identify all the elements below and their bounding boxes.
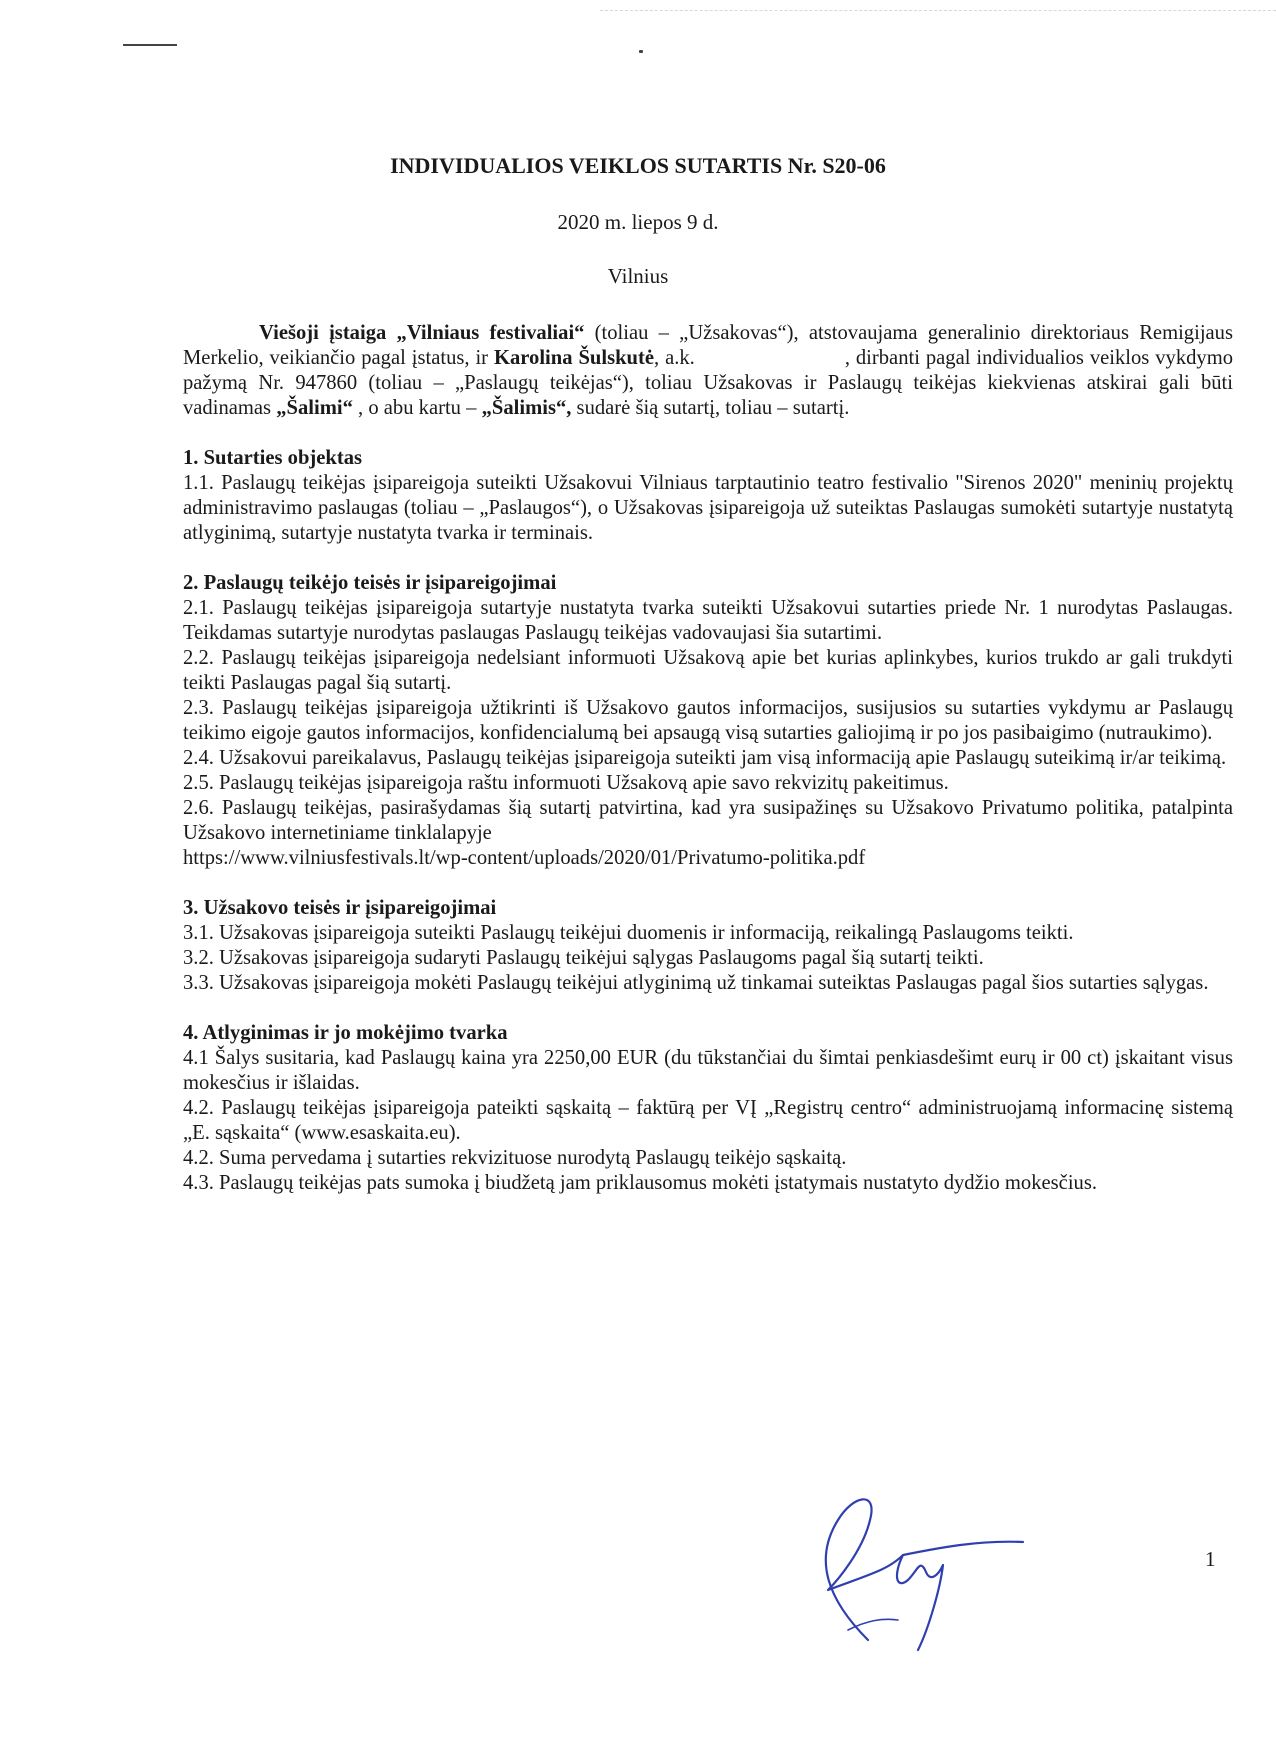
- scan-dot: [639, 50, 643, 53]
- clause-4-1: 4.1 Šalys susitaria, kad Paslaugų kaina yra 2250,00 EUR (du tūkstančiai du šimtai penkiasdešimt eurų ir 00 ct) įskaitant visus mokesčius ir išlaidas.: [183, 1047, 1233, 1094]
- document-title: INDIVIDUALIOS VEIKLOS SUTARTIS Nr. S20-06: [390, 153, 886, 178]
- clause-2-3: 2.3. Paslaugų teikėjas įsipareigoja užtikrinti iš Užsakovo gautos informacijos, susijusios su sutarties vykdymu ar Paslaugų teikimo eigoje gautos informacijos, konfidencialumą bei apsaugą visą sutarties galiojimą ir po jos pasibaigimo (nutraukimo).: [183, 697, 1233, 744]
- clause-2-5: 2.5. Paslaugų teikėjas įsipareigoja raštu informuoti Užsakovą apie savo rekvizitų pakeitimus.: [183, 772, 949, 794]
- intro-text-5: sudarė šią sutartį, toliau – sutartį.: [571, 397, 850, 419]
- clause-3-1: 3.1. Užsakovas įsipareigoja suteikti Paslaugų teikėjui duomenis ir informaciją, reikalingą Paslaugoms teikti.: [183, 922, 1074, 944]
- clause-4-3: 4.3. Paslaugų teikėjas pats sumoka į biudžetą jam priklausomus mokėti įstatymais nustatyto dydžio mokesčius.: [183, 1172, 1097, 1194]
- intro-text-4: , o abu kartu –: [352, 397, 482, 419]
- clause-4-2: 4.2. Paslaugų teikėjas įsipareigoja pateikti sąskaitą – faktūrą per VĮ „Registrų centro“ administruojamą informacinę sistemą „E. sąskaita“ (www.esaskaita.eu).: [183, 1097, 1233, 1144]
- clause-3-3: 3.3. Užsakovas įsipareigoja mokėti Paslaugų teikėjui atlyginimą už tinkamai suteiktas Paslaugas pagal šios sutarties sąlygas.: [183, 972, 1209, 994]
- clause-1-1: 1.1. Paslaugų teikėjas įsipareigoja suteikti Užsakovui Vilniaus tarptautinio teatro festivalio "Sirenos 2020" meninių projektų administravimo paslaugas (toliau – „Paslaugos“), o Užsakovas įsipareigoja už suteiktas Paslaugas sumokėti sutartyje nustatytą atlyginimą, sutartyje nustatyta tvarka ir terminais.: [183, 472, 1233, 544]
- clause-2-1: 2.1. Paslaugų teikėjas įsipareigoja sutartyje nustatyta tvarka suteikti Užsakovui sutarties priede Nr. 1 nurodytas Paslaugas. Teikdamas sutartyje nurodytas paslaugas Paslaugų teikėjas vadovaujasi šia sutartimi.: [183, 597, 1233, 644]
- clause-2-6: 2.6. Paslaugų teikėjas, pasirašydamas šią sutartį patvirtina, kad yra susipažinęs su Užsakovo Privatumo politika, patalpinta Užsakovo internetiniame tinklalapyje: [183, 797, 1233, 844]
- document-city: Vilnius: [607, 264, 669, 288]
- intro-text-2: , a.k.: [654, 347, 695, 369]
- signature: [808, 1480, 1028, 1680]
- section-2-heading: 2. Paslaugų teikėjo teisės ir įsipareigojimai: [183, 572, 557, 594]
- salimis-term: „Šalimis“,: [481, 397, 572, 419]
- salimi-term: „Šalimi“: [276, 397, 353, 419]
- intro-text-1: (toliau – „Užsakovas“), atstovaujama generalinio direktoriaus Remigijaus Merkelio, veikiančio pagal įstatus, ir: [183, 322, 1233, 369]
- document-date: 2020 m. liepos 9 d.: [557, 210, 719, 234]
- margin-mark: [123, 44, 177, 46]
- intro-text-3: , dirbanti pagal individualios veiklos vykdymo pažymą Nr. 947860 (toliau – „Paslaugų teikėjas“), toliau Užsakovas ir Paslaugų teikėjas kiekvienas atskirai gali būti vadinamas: [183, 347, 1234, 419]
- page-number: 1: [1205, 1547, 1216, 1571]
- document-body: [183, 321, 1233, 1196]
- clause-2-2: 2.2. Paslaugų teikėjas įsipareigoja nedelsiant informuoti Užsakovą apie bet kurias aplinkybes, kurios trukdo ar gali trukdyti teikti Paslaugas pagal šią sutartį.: [183, 647, 1233, 694]
- section-4-heading: 4. Atlyginimas ir jo mokėjimo tvarka: [183, 1022, 508, 1044]
- scan-edge-line: [600, 10, 1276, 11]
- clause-2-4: 2.4. Užsakovui pareikalavus, Paslaugų teikėjas įsipareigoja suteikti jam visą informaciją apie Paslaugų suteikimą ir/ar teikimą.: [183, 747, 1227, 769]
- party2-name: Karolina Šulskutė: [493, 347, 654, 369]
- intro-paragraph: [183, 321, 1233, 421]
- party1-name: „Vilniaus festivaliai“: [396, 322, 585, 344]
- section-3-heading: 3. Užsakovo teisės ir įsipareigojimai: [183, 897, 497, 919]
- clause-4-2b: 4.2. Suma pervedama į sutarties rekvizituose nurodytą Paslaugų teikėjo sąskaitą.: [183, 1147, 847, 1169]
- privacy-policy-url: https://www.vilniusfestivals.lt/wp-content/uploads/2020/01/Privatumo-politika.pdf: [183, 847, 866, 869]
- clause-3-2: 3.2. Užsakovas įsipareigoja sudaryti Paslaugų teikėjui sąlygas Paslaugoms pagal šią sutartį teikti.: [183, 947, 984, 969]
- party1-type: Viešoji įstaiga: [259, 322, 397, 344]
- section-1-heading: 1. Sutarties objektas: [183, 447, 363, 469]
